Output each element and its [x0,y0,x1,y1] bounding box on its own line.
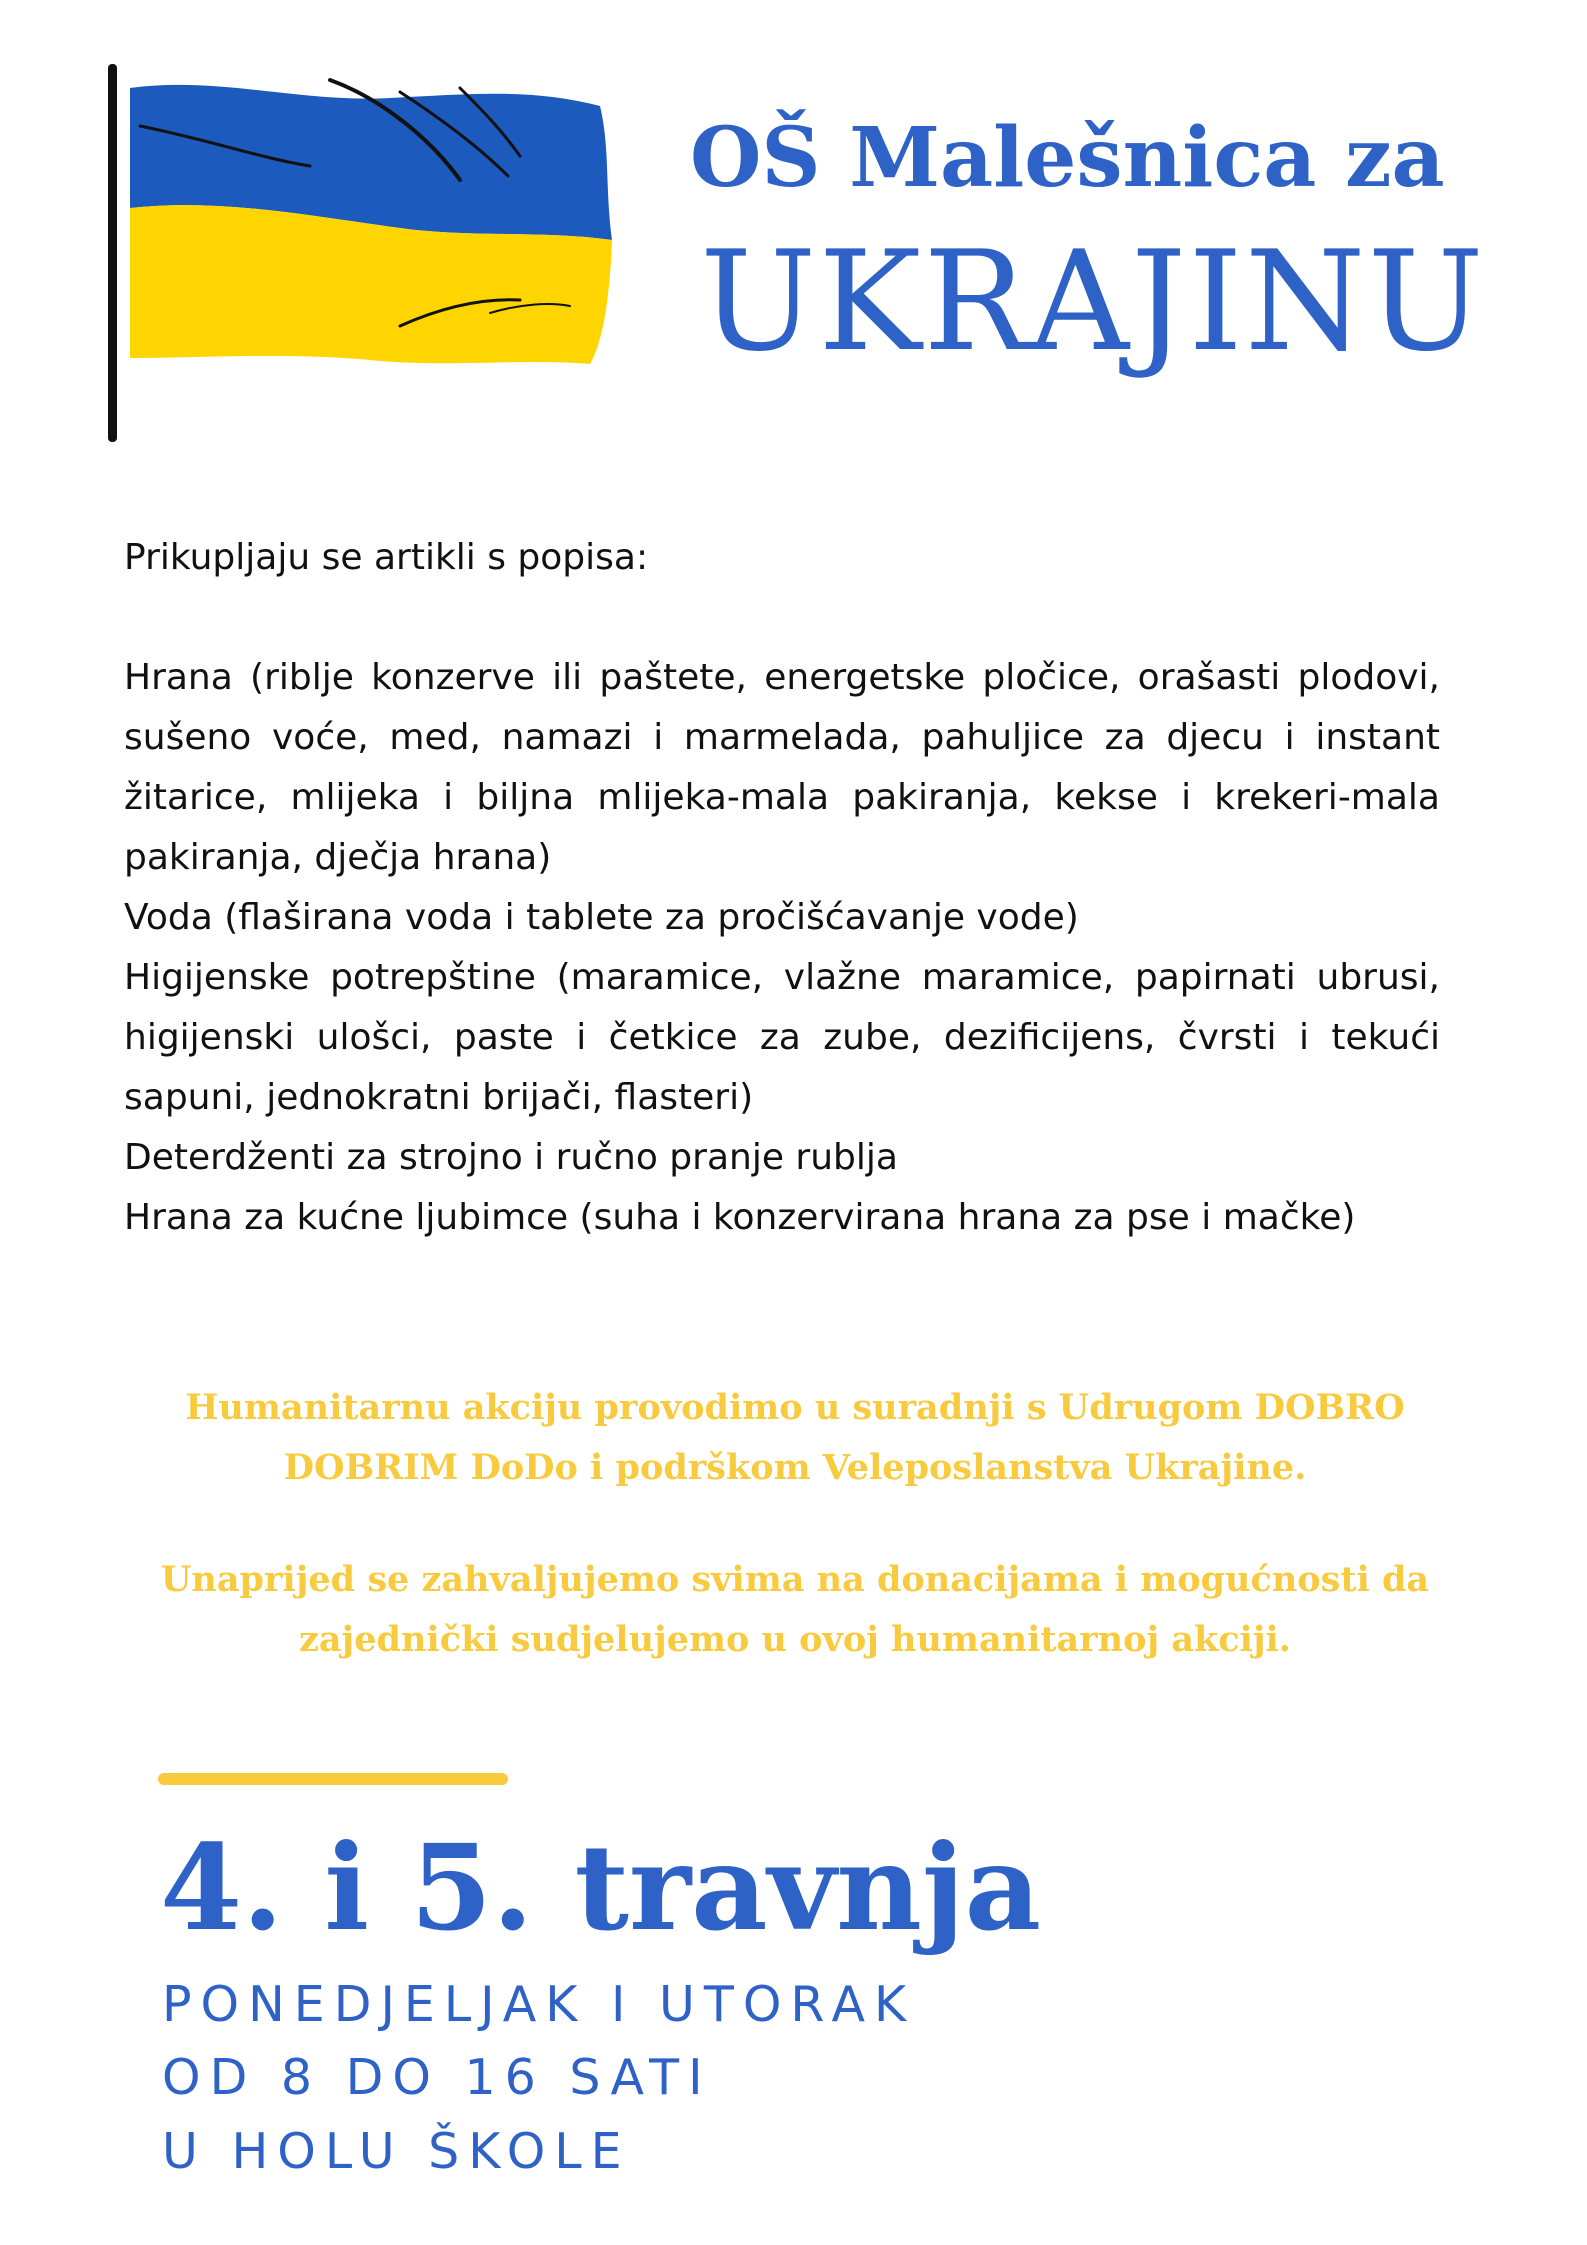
list-item-food: Hrana (riblje konzerve ili paštete, energetske pločice, orašasti plodovi, sušeno voće, med, namazi i marmelada, pahuljice za djecu i instant žitarice, mlijeka i biljna mlijeka-mala pakiranja, kekse i krekeri-mala pakiranja, dječja hrana) [124,657,1440,878]
ukraine-flag-icon [100,58,630,448]
list-item-detergents: Deterdženti za strojno i ručno pranje rublja [124,1137,898,1178]
partner-note: Humanitarnu akciju provodimo u suradnji s Udrugom DOBRO DOBRIM DoDo i podrškom Veleposlanstva Ukrajine. [185,1387,1405,1488]
event-days: PONEDJELJAK I UTORAK [162,1976,916,2033]
thanks-note: Unaprijed se zahvaljujemo svima na donacijama i mogućnosti da zajednički sudjelujemo u ovoj humanitarnoj akciji. [160,1559,1430,1660]
list-intro: Prikupljaju se artikli s popisa: [124,537,649,578]
page-title-line2: UKRAJINU [700,221,1486,382]
flag-pole [108,64,117,442]
items-list-section [124,528,1440,1248]
event-date: 4. i 5. travnja [160,1818,1042,1957]
event-time: OD 8 DO 16 SATI [162,2049,712,2106]
list-item-pet-food: Hrana za kućne ljubimce (suha i konzervirana hrana za pse i mačke) [124,1197,1356,1238]
list-item-water: Voda (flaširana voda i tablete za pročišćavanje vode) [124,897,1079,938]
event-place: U HOLU ŠKOLE [162,2123,631,2180]
page-title-line1: OŠ Malešnica za [690,110,1445,206]
list-item-hygiene: Higijenske potrepštine (maramice, vlažne maramice, papirnati ubrusi, higijenski ulošci, paste i četkice za zube, dezificijens, čvrsti i tekući sapuni, jednokratni brijači, flasteri) [124,957,1440,1118]
divider [158,1773,508,1785]
